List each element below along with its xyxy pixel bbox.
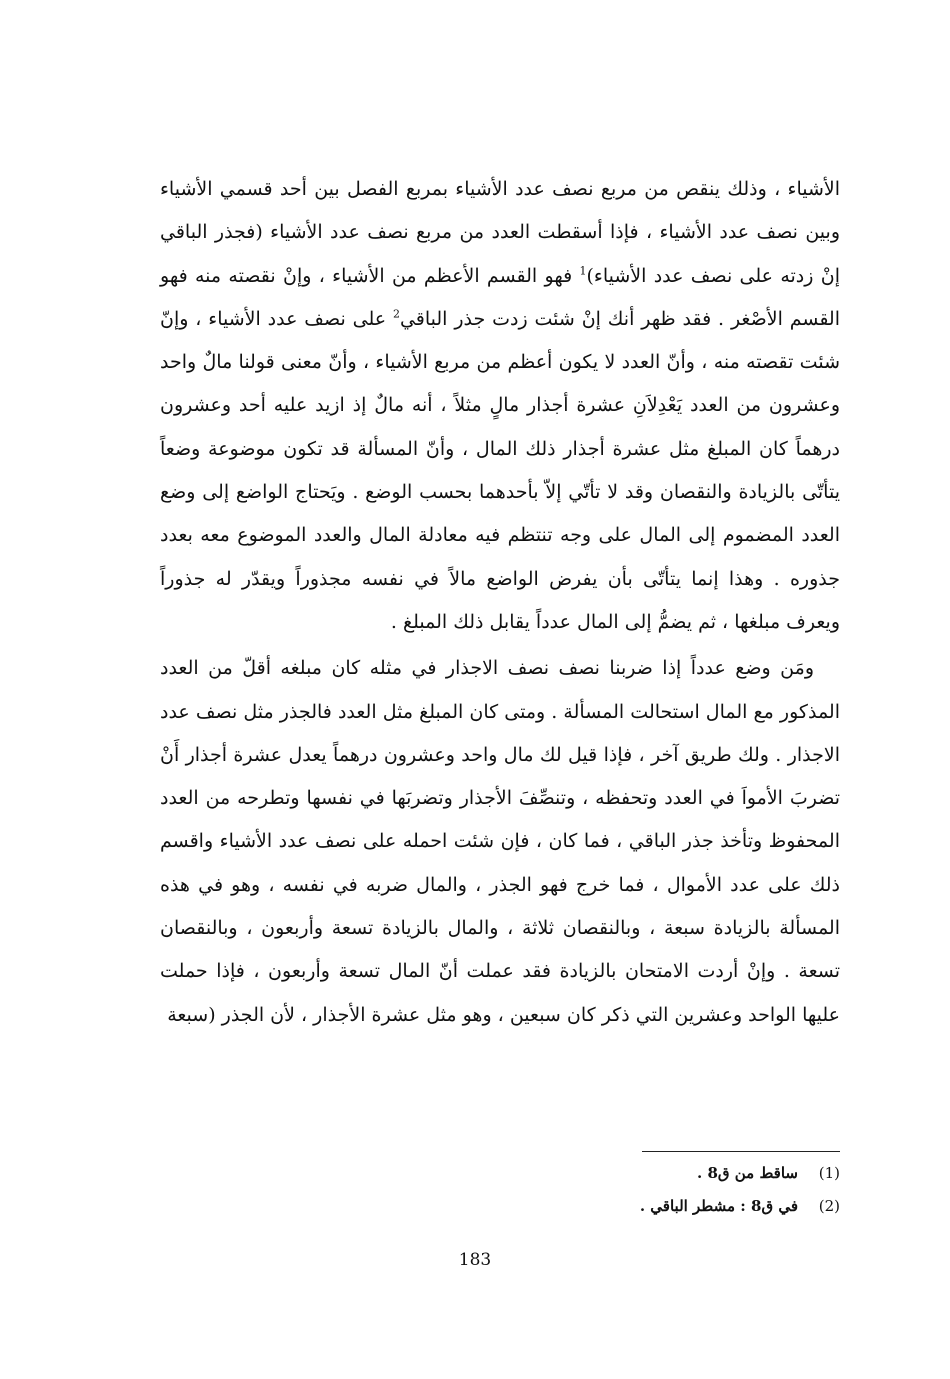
paragraph-text: الأشياء ، وذلك ينقص من مربع نصف عدد الأشياء بمربع الفصل بين أحد قسمي الأشياء وبين نصف عدد الأشياء ، فإذا أسقطت العدد من مربع نصف عدد الأشياء (فجذر الباقي إنْ زدته على نصف عدد الأشياء): [160, 178, 840, 287]
footnote-marker: 2: [392, 307, 400, 321]
paragraph-text: على نصف عدد الأشياء ، وإنّ شئت تقصته منه ، وأنّ العدد لا يكون أعظم من مربع الأشياء ، وأنّ معنى قولنا مالٌ واحد وعشرون من العدد يَعْدِلاَنِ عشرة أجذار مالٍ مثلاً ، أنه مالٌ إذ ازيد عليه أحد وعشرون درهماً كان المبلغ مثل عشرة أجذار ذلك المال ، وأنّ المسألة قد تكون موضوعة وضعاً يتأتّى بالزيادة والنقصان وقد لا تأتّي إلاّ بأحدهما بحسب الوضع . ويَحتاج الواضع إلى وضع العدد المضموم إلى المال على وجه تنتظم فيه معادلة المال والعدد الموضوع معه بعدد جذوره . وهذا إنما يتأتّى بأن يفرض الواضع مالاً في نفسه مجذوراً ويقدّر له جذوراً ويعرف مبلغها ، ثم يضمُّ إلى المال عدداً يقابل ذلك المبلغ .: [160, 307, 840, 633]
page-number: 183: [458, 1250, 492, 1270]
footnote: [560, 1190, 840, 1223]
footnote-number: (2): [818, 1197, 840, 1215]
paragraph-text: فهو القسم الأعظم من الأشياء ، وإنْ نقصته منه فهو القسم الأصْغر . فقد ظهر أنك إنْ شئت زدت جذر الباقي: [160, 264, 840, 330]
paragraph: [160, 168, 840, 644]
footnote-text: ساقط من ق8 .: [697, 1164, 798, 1182]
footnote-marker: 1: [579, 264, 587, 278]
main-text: [160, 168, 840, 1037]
footnote-text: في ق8 : مشطر الباقي .: [639, 1197, 798, 1215]
footnote: [560, 1157, 840, 1190]
paragraph-text: ومَن وضع عدداً إذا ضربنا نصف نصف الاجذار في مثله كان مبلغه أقلّ من العدد المذكور مع المال استحالت المسألة . ومتى كان المبلغ مثل العدد فالجذر مثل نصف عدد الاجذار . ولك طريق آخر ، فإذا قيل لك مال واحد وعشرون درهماً يعدل عشرة أجذار أَنْ تضربَ الأمواَ في العدد وتحفظه ، وتنصِّفَ الأجذار وتضربَها في نفسها وتطرحه من العدد المحفوظ وتأخذ جذر الباقي ، فما كان ، فإن شئت احمله على نصف عدد الأشياء واقسم ذلك على عدد الأموال ، فما خرج فهو الجذر ، والمال ضربه في نفسه ، وهو في هذه المسألة بالزيادة سبعة ، وبالنقصان ثلاثة ، والمال بالزيادة تسعة وأربعون ، وبالنقصان تسعة . وإنْ أردت الامتحان بالزيادة فقد عملت أنّ المال تسعة وأربعون ، فإذا حملت عليها الواحد وعشرين التي ذكر كان سبعين ، وهو مثل عشرة الأجذار ، لأن الجذر (سبعة: [160, 657, 840, 1026]
footnote-divider: [642, 1151, 840, 1152]
footnotes: [560, 1157, 840, 1223]
paragraph: [160, 647, 840, 1037]
footnote-number: (1): [818, 1164, 840, 1182]
